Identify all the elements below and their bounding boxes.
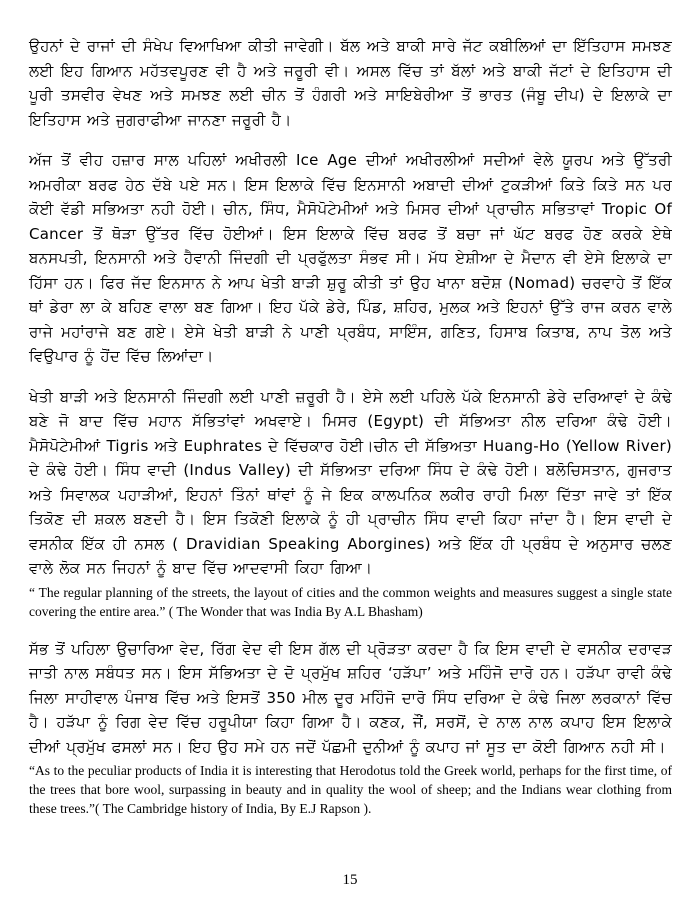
- page-number: 15: [342, 872, 358, 888]
- paragraph-ice-age: ਅੱਜ ਤੋਂ ਵੀਹ ਹਜ਼ਾਰ ਸਾਲ ਪਹਿਲਾਂ ਅਖੀਰਲੀ Ice Age ਦੀਆਂ ਅਖੀਰਲੀਆਂ ਸਦੀਆਂ ਵੇਲੇ ਯੂਰਪ ਅਤੇ ਉੱਤਰੀ ਅਮਰੀਕਾ ਬਰਫ ਹੇਠ ਦੱਬੇ ਪਏ ਸਨ। ਇਸ ਇਲਾਕੇ ਵਿੱਚ ਇਨਸਾਨੀ ਅਬਾਦੀ ਦੀਆਂ ਟੁਕੜੀਆਂ ਕਿਤੇ ਕਿਤੇ ਸਨ ਪਰ ਕੋਈ ਵੱਡੀ ਸਭਿਅਤਾ ਨਹੀ ਹੋਈ। ਚੀਨ, ਸਿੰਧ, ਮੈਸੋਪੋਟੇਮੀਆਂ ਅਤੇ ਮਿਸਰ ਦੀਆਂ ਪ੍ਰਾਚੀਨ ਸਭਿਤਾਵਾਂ Tropic Of Cancer ਤੋਂ ਥੋੜਾ ਉੱਤਰ ਵਿੱਚ ਹੋਈਆਂ। ਇਸ ਇਲਾਕੇ ਵਿੱਚ ਬਰਫ ਤੋਂ ਬਚਾ ਜਾਂ ਘੱਟ ਬਰਫ ਹੋਣ ਕਰਕੇ ਏਥੇ ਬਨਸਪਤੀ, ਇਨਸਾਨੀ ਅਤੇ ਹੈਵਾਨੀ ਜਿੰਦਗੀ ਦੀ ਪ੍ਰਫੁੱਲਤਾ ਸੰਭਵ ਸੀ। ਮੱਧ ਏਸ਼ੀਆ ਦੇ ਮੈਦਾਨ ਵੀ ਏਸੇ ਇਲਾਕੇ ਦਾ ਹਿੱਸਾ ਹਨ। ਫਿਰ ਜੱਦ ਇਨਸਾਨ ਨੇ ਆਪ ਖੇਤੀ ਬਾੜੀ ਸ਼ੁਰੂ ਕੀਤੀ ਤਾਂ ਉਹ ਖਾਨਾ ਬਦੋਸ਼ (Nomad) ਚਰਵਾਹੇ ਤੋਂ ਇੱਕ ਥਾਂ ਡੇਰਾ ਲਾ ਕੇ ਬਹਿਣ ਵਾਲਾ ਬਣ ਗਿਆ। ਇਹ ਪੱਕੇ ਡੇਰੇ, ਪਿੰਡ, ਸ਼ਹਿਰ, ਮੁਲਕ ਅਤੇ ਇਹਨਾਂ ਉੱਤੇ ਰਾਜ ਕਰਨ ਵਾਲੇ ਰਾਜੇ ਮਹਾਂਰਾਜੇ ਬਣ ਗਏ। ਏਸੇ ਖੇਤੀ ਬਾੜੀ ਨੇ ਪਾਣੀ ਪ੍ਰਬੰਧ, ਸਾਇੰਸ, ਗਣਿਤ, ਹਿਸਾਬ ਕਿਤਾਬ, ਨਾਪ ਤੋਲ ਅਤੇ ਵਿਉਪਾਰ ਨੂੰ ਹੋਂਦ ਵਿੱਚ ਲਿਆਂਦਾ।: [29, 151, 672, 365]
- paragraph-rigveda: ਸੱਭ ਤੋਂ ਪਹਿਲਾ ਉਚਾਰਿਆ ਵੇਦ, ਰਿੱਗ ਵੇਦ ਵੀ ਇਸ ਗੱਲ ਦੀ ਪ੍ਰੋੜਤਾ ਕਰਦਾ ਹੈ ਕਿ ਇਸ ਵਾਦੀ ਦੇ ਵਸਨੀਕ ਦਰਾਵੜ ਜਾਤੀ ਨਾਲ ਸਬੰਧਤ ਸਨ। ਇਸ ਸੱਭਿਅਤਾ ਦੇ ਦੋ ਪ੍ਰਮੁੱਖ ਸ਼ਹਿਰ ‘ਹੜੱਪਾ’ ਅਤੇ ਮਹਿੰਜੋ ਦਾਰੋ ਹਨ। ਹੜੱਪਾ ਰਾਵੀ ਕੰਢੇ ਜਿਲਾ ਸਾਹੀਵਾਲ ਪੰਜਾਬ ਵਿੱਚ ਅਤੇ ਇਸਤੋਂ 350 ਮੀਲ ਦੂਰ ਮਹਿੰਜੋ ਦਾਰੋ ਸਿੰਧ ਦਰਿਆ ਦੇ ਕੰਢੇ ਜਿਲਾ ਲਰਕਾਨਾਂ ਵਿੱਚ ਹੈ। ਹੜੱਪਾ ਨੂੰ ਰਿਗ ਵੇਦ ਵਿੱਚ ਹਰੂਪੀਯਾ ਕਿਹਾ ਗਿਆ ਹੈ। ਕਣਕ, ਜੌਂ, ਸਰਸੋਂ, ਦੇ ਨਾਲ ਨਾਲ ਕਪਾਹ ਇਸ ਇਲਾਕੇ ਦੀਆਂ ਪ੍ਰਮੁੱਖ ਫਸਲਾਂ ਸਨ। ਇਹ ਉਹ ਸਮੇ ਹਨ ਜਦੋਂ ਪੱਛਮੀ ਦੁਨੀਆਂ ਨੂੰ ਕਪਾਹ ਜਾਂ ਸੂਤ ਦਾ ਕੋਈ ਗਿਆਨ ਨਹੀ ਸੀ।: [29, 639, 672, 756]
- paragraph-river-civilizations: ਖੇਤੀ ਬਾੜੀ ਅਤੇ ਇਨਸਾਨੀ ਜਿੰਦਗੀ ਲਈ ਪਾਣੀ ਜ਼ਰੂਰੀ ਹੈ। ਏਸੇ ਲਈ ਪਹਿਲੇ ਪੱਕੇ ਇਨਸਾਨੀ ਡੇਰੇ ਦਰਿਆਵਾਂ ਦੇ ਕੰਢੇ ਬਣੇ ਜੋ ਬਾਦ ਵਿੱਚ ਮਹਾਨ ਸੱਭਿਤਾਂਵਾਂ ਅਖਵਾਏ। ਮਿਸਰ (Egypt) ਦੀ ਸੱਭਿਅਤਾ ਨੀਲ ਦਰਿਆ ਕੰਢੇ ਹੋਈ। ਮੈਸੋਪੋਟੇਮੀਆਂ Tigris ਅਤੇ Euphrates ਦੇ ਵਿੱਚਕਾਰ ਹੋਈ।ਚੀਨ ਦੀ ਸੱਭਿਅਤਾ Huang-Ho (Yellow River) ਦੇ ਕੰਢੇ ਹੋਈ। ਸਿੰਧ ਵਾਦੀ (Indus Valley) ਦੀ ਸੱਭਿਅਤਾ ਦਰਿਆ ਸਿੰਧ ਦੇ ਕੰਢੇ ਹੋਈ। ਬਲੋਚਿਸਤਾਨ, ਗੁਜਰਾਤ ਅਤੇ ਸਿਵਾਲਕ ਪਹਾੜੀਆਂ, ਇਹਨਾਂ ਤਿੰਨਾਂ ਥਾਂਵਾਂ ਨੂੰ ਜੇ ਇਕ ਕਾਲਪਨਿਕ ਲਕੀਰ ਰਾਹੀ ਮਿਲਾ ਦਿੱਤਾ ਜਾਵੇ ਤਾਂ ਇੱਕ ਤਿਕੋਣ ਦੀ ਸ਼ਕਲ ਬਣਦੀ ਹੈ। ਇਸ ਤਿਕੋਣੀ ਇਲਾਕੇ ਨੂੰ ਹੀ ਪ੍ਰਾਚੀਨ ਸਿੰਧ ਵਾਦੀ ਕਿਹਾ ਜਾਂਦਾ ਹੈ। ਇਸ ਵਾਦੀ ਦੇ ਵਸਨੀਕ ਇੱਕ ਹੀ ਨਸਲ ( Dravidian Speaking Aborgines) ਅਤੇ ਇੱਕ ਹੀ ਪ੍ਰਬੰਧ ਦੇ ਅਨੁਸਾਰ ਚਲਣ ਵਾਲੇ ਲੋਕ ਸਨ ਜਿਹਨਾਂ ਨੂੰ ਬਾਦ ਵਿੱਚ ਆਦਵਾਸੀ ਕਿਹਾ ਗਿਆ।: [29, 387, 672, 577]
- quote-bhasham: “ The regular planning of the streets, the layout of cities and the common weights and measures suggest a single state covering the entire area.” ( The Wonder that was India By A.L Bhasham): [29, 584, 672, 619]
- quote-rapson: “As to the peculiar products of India it is interesting that Herodotus told the Greek world, perhaps for the first time, of the trees that bore wool, surpassing in beauty and in quality the wool of sheep; and the Indians wear clothing from these trees.”( The Cambridge history of India, By E.J Rapson ).: [29, 763, 672, 816]
- paragraph-gap: [29, 132, 672, 148]
- paragraph-gap: [29, 369, 672, 385]
- paragraph-intro: ਉਹਨਾਂ ਦੇ ਰਾਜਾਂ ਦੀ ਸੰਖੇਪ ਵਿਆਖਿਆ ਕੀਤੀ ਜਾਵੇਗੀ। ਬੱਲ ਅਤੇ ਬਾਕੀ ਸਾਰੇ ਜੱਟ ਕਬੀਲਿਆਂ ਦਾ ਇੱਤਿਹਾਸ ਸਮਝਣ ਲਈ ਇਹ ਗਿਆਨ ਮਹੱਤਵਪੂਰਣ ਵੀ ਹੈ ਅਤੇ ਜਰੂਰੀ ਵੀ। ਅਸਲ ਵਿੱਚ ਤਾਂ ਬੱਲਾਂ ਅਤੇ ਬਾਕੀ ਜੱਟਾਂ ਦੇ ਇਤਿਹਾਸ ਦੀ ਪੂਰੀ ਤਸਵੀਰ ਵੇਖਣ ਅਤੇ ਸਮਝਣ ਲਈ ਚੀਨ ਤੋਂ ਹੰਗਰੀ ਅਤੇ ਸਾਇਬੇਰੀਆ ਤੋਂ ਭਾਰਤ (ਜੰਬੂ ਦੀਪ) ਦੇ ਇਲਾਕੇ ਦਾ ਇਤਿਹਾਸ ਅਤੇ ਜੁਗਰਾਫੀਆ ਜਾਨਣਾ ਜਰੂਰੀ ਹੈ।: [29, 37, 672, 129]
- paragraph-gap: [29, 621, 672, 637]
